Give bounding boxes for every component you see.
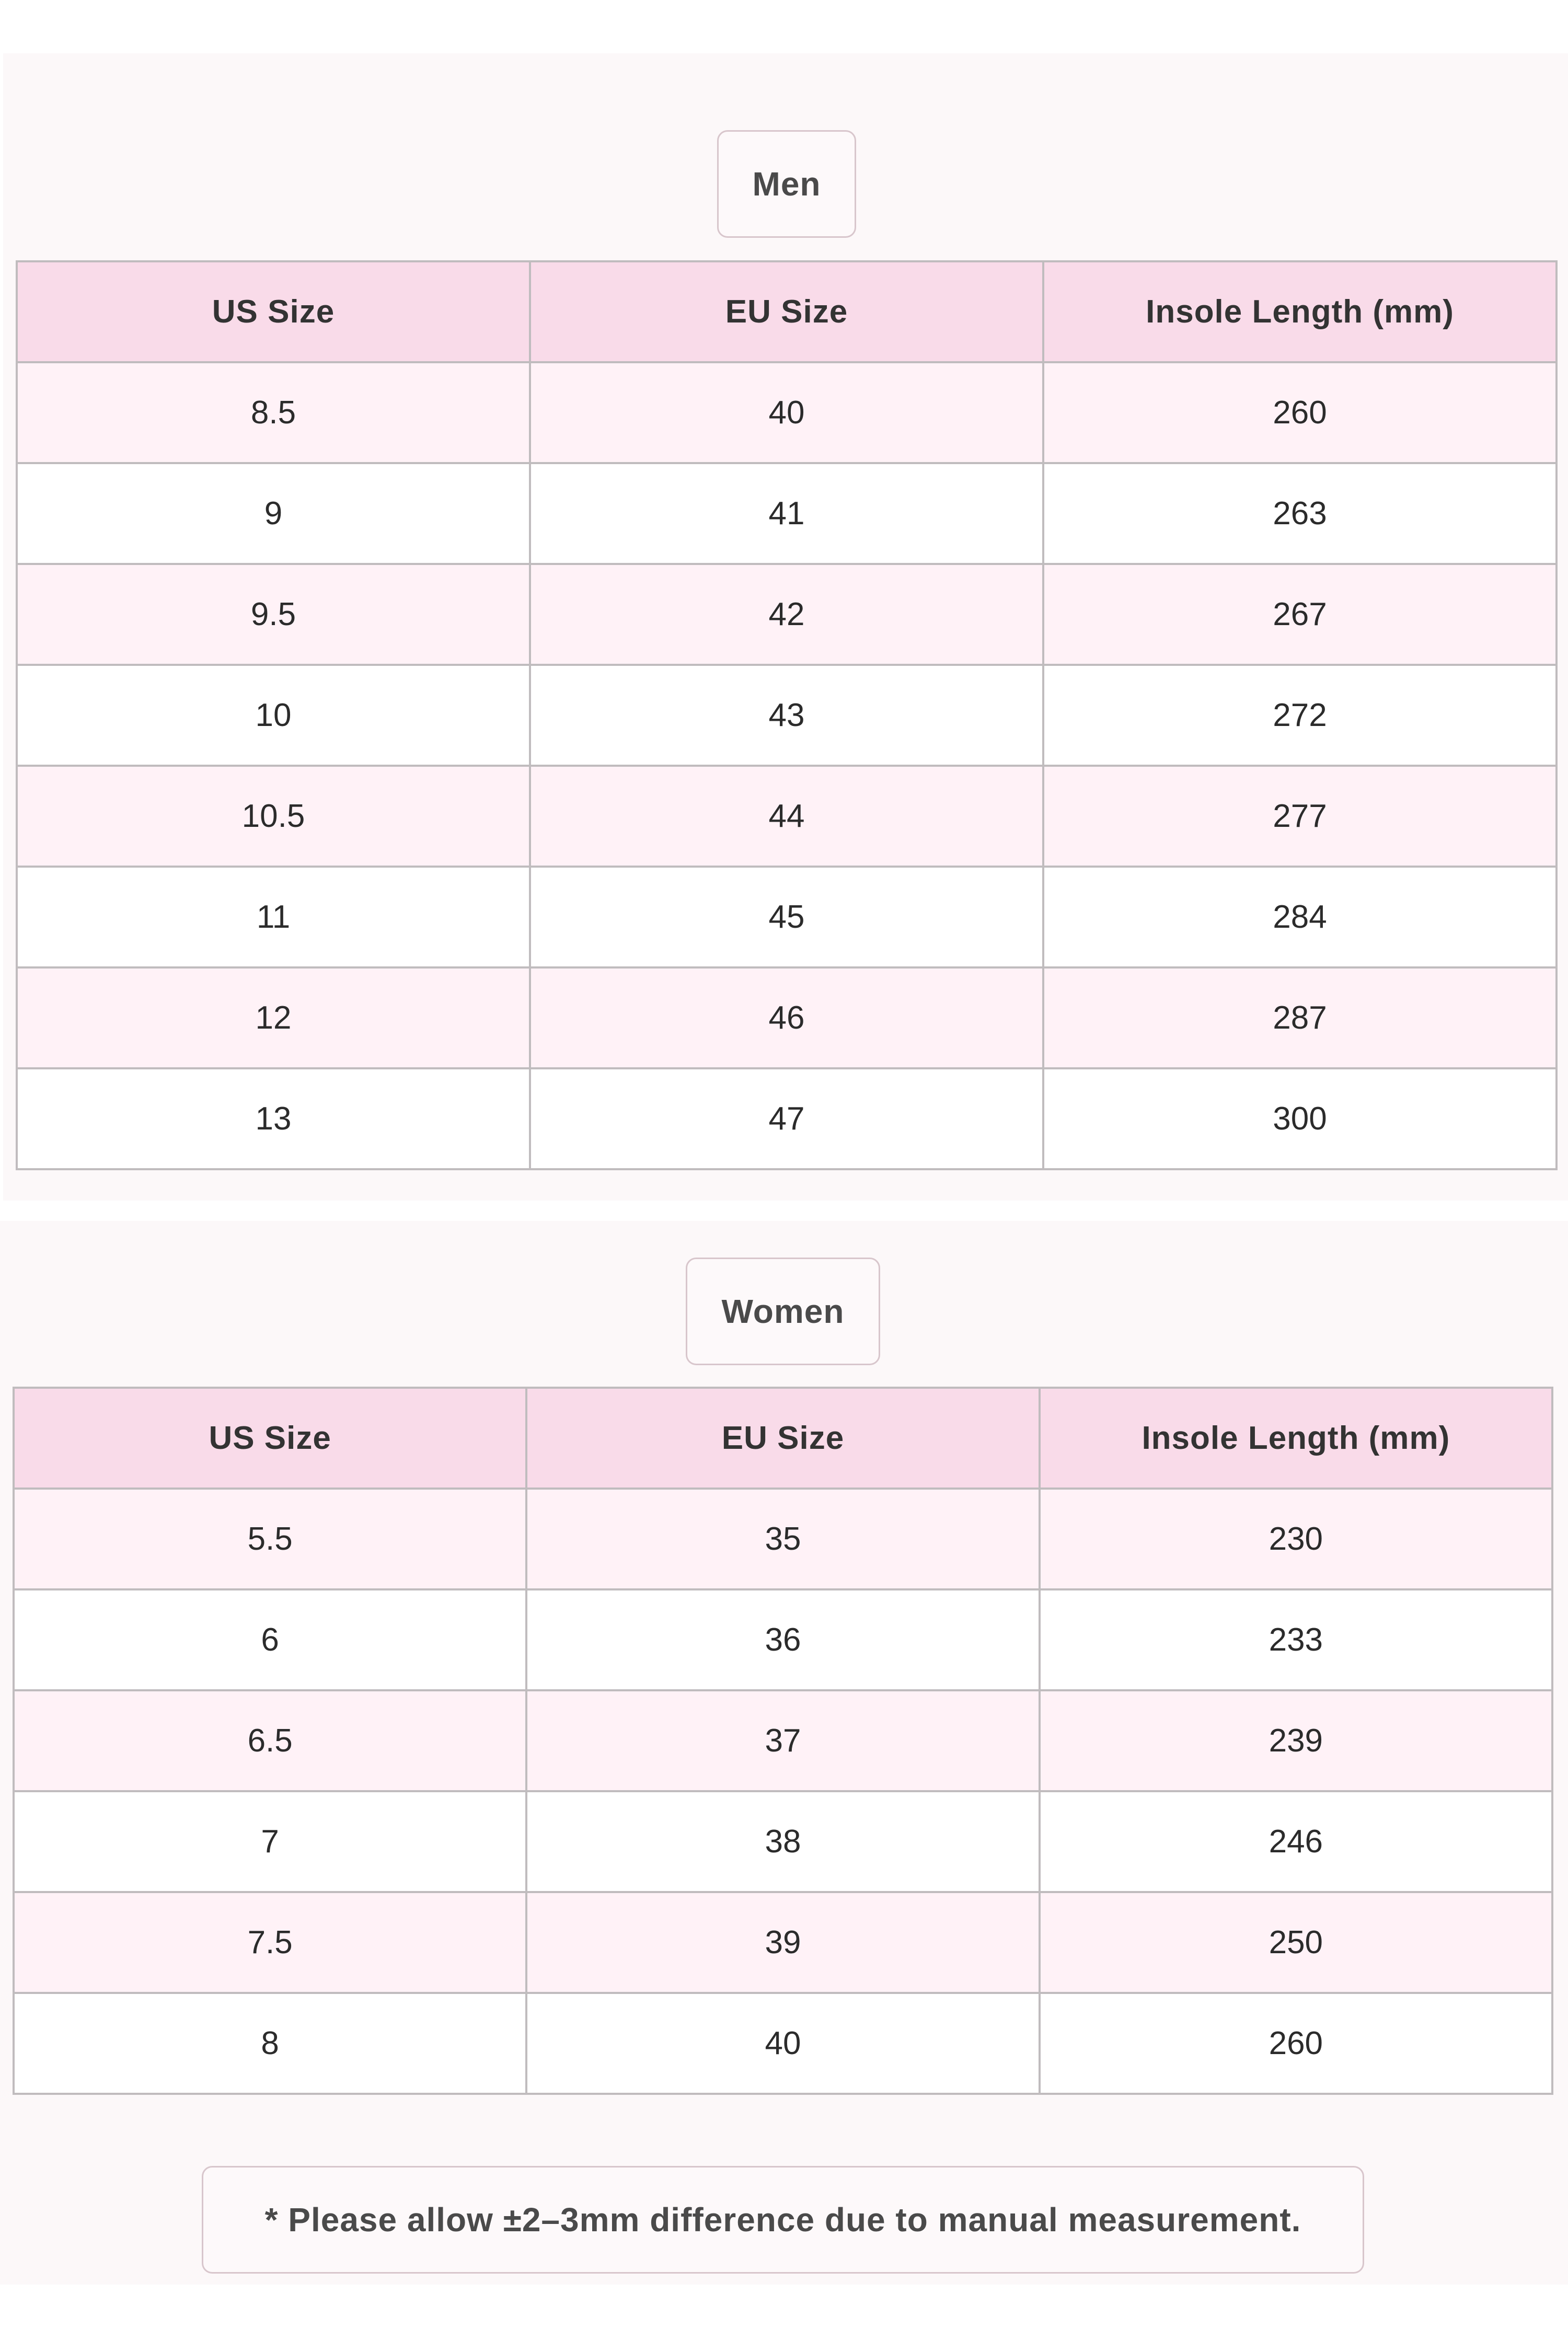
men-header-eu-size: EU Size bbox=[530, 261, 1043, 362]
insole-length-cell: 260 bbox=[1043, 362, 1557, 463]
women-header-eu-size: EU Size bbox=[526, 1388, 1039, 1489]
us-size-cell: 10.5 bbox=[17, 766, 530, 867]
eu-size-cell: 45 bbox=[530, 867, 1043, 967]
women-header-insole-length: Insole Length (mm) bbox=[1040, 1388, 1552, 1489]
eu-size-cell: 43 bbox=[530, 665, 1043, 766]
eu-size-cell: 47 bbox=[530, 1068, 1043, 1169]
table-row bbox=[17, 362, 1557, 463]
eu-size-cell: 37 bbox=[526, 1690, 1039, 1791]
men-header-us-size: US Size bbox=[17, 261, 530, 362]
us-size-cell: 9.5 bbox=[17, 564, 530, 665]
insole-length-cell: 272 bbox=[1043, 665, 1557, 766]
insole-length-cell: 300 bbox=[1043, 1068, 1557, 1169]
women-header-us-size: US Size bbox=[14, 1388, 526, 1489]
table-row bbox=[17, 766, 1557, 867]
insole-length-cell: 233 bbox=[1040, 1589, 1552, 1690]
measurement-note: * Please allow ±2–3mm difference due to manual measurement. bbox=[202, 2166, 1364, 2274]
eu-size-cell: 46 bbox=[530, 967, 1043, 1068]
insole-length-cell: 260 bbox=[1040, 1993, 1552, 2094]
us-size-cell: 9 bbox=[17, 463, 530, 564]
men-header-insole-length: Insole Length (mm) bbox=[1043, 261, 1557, 362]
table-row bbox=[14, 1589, 1552, 1690]
us-size-cell: 7.5 bbox=[14, 1892, 526, 1993]
women-section-title: Women bbox=[686, 1258, 880, 1365]
insole-length-cell: 230 bbox=[1040, 1489, 1552, 1589]
eu-size-cell: 40 bbox=[530, 362, 1043, 463]
table-row bbox=[17, 1068, 1557, 1169]
women-size-table bbox=[13, 1387, 1553, 2095]
insole-length-cell: 239 bbox=[1040, 1690, 1552, 1791]
women-header-row bbox=[14, 1388, 1552, 1489]
us-size-cell: 11 bbox=[17, 867, 530, 967]
men-header-row bbox=[17, 261, 1557, 362]
table-row bbox=[14, 1791, 1552, 1892]
us-size-cell: 8.5 bbox=[17, 362, 530, 463]
eu-size-cell: 35 bbox=[526, 1489, 1039, 1589]
us-size-cell: 6.5 bbox=[14, 1690, 526, 1791]
us-size-cell: 6 bbox=[14, 1589, 526, 1690]
table-row bbox=[14, 1690, 1552, 1791]
eu-size-cell: 36 bbox=[526, 1589, 1039, 1690]
eu-size-cell: 39 bbox=[526, 1892, 1039, 1993]
us-size-cell: 5.5 bbox=[14, 1489, 526, 1589]
us-size-cell: 7 bbox=[14, 1791, 526, 1892]
table-row bbox=[14, 1993, 1552, 2094]
us-size-cell: 13 bbox=[17, 1068, 530, 1169]
table-row bbox=[14, 1892, 1552, 1993]
table-row bbox=[17, 665, 1557, 766]
insole-length-cell: 263 bbox=[1043, 463, 1557, 564]
insole-length-cell: 246 bbox=[1040, 1791, 1552, 1892]
insole-length-cell: 277 bbox=[1043, 766, 1557, 867]
men-size-table bbox=[16, 260, 1558, 1170]
table-row bbox=[17, 867, 1557, 967]
insole-length-cell: 287 bbox=[1043, 967, 1557, 1068]
eu-size-cell: 42 bbox=[530, 564, 1043, 665]
eu-size-cell: 40 bbox=[526, 1993, 1039, 2094]
table-row bbox=[17, 463, 1557, 564]
insole-length-cell: 284 bbox=[1043, 867, 1557, 967]
eu-size-cell: 41 bbox=[530, 463, 1043, 564]
insole-length-cell: 250 bbox=[1040, 1892, 1552, 1993]
men-section-title: Men bbox=[717, 130, 856, 238]
eu-size-cell: 38 bbox=[526, 1791, 1039, 1892]
us-size-cell: 8 bbox=[14, 1993, 526, 2094]
insole-length-cell: 267 bbox=[1043, 564, 1557, 665]
table-row bbox=[14, 1489, 1552, 1589]
us-size-cell: 12 bbox=[17, 967, 530, 1068]
table-row bbox=[17, 564, 1557, 665]
table-row bbox=[17, 967, 1557, 1068]
us-size-cell: 10 bbox=[17, 665, 530, 766]
eu-size-cell: 44 bbox=[530, 766, 1043, 867]
